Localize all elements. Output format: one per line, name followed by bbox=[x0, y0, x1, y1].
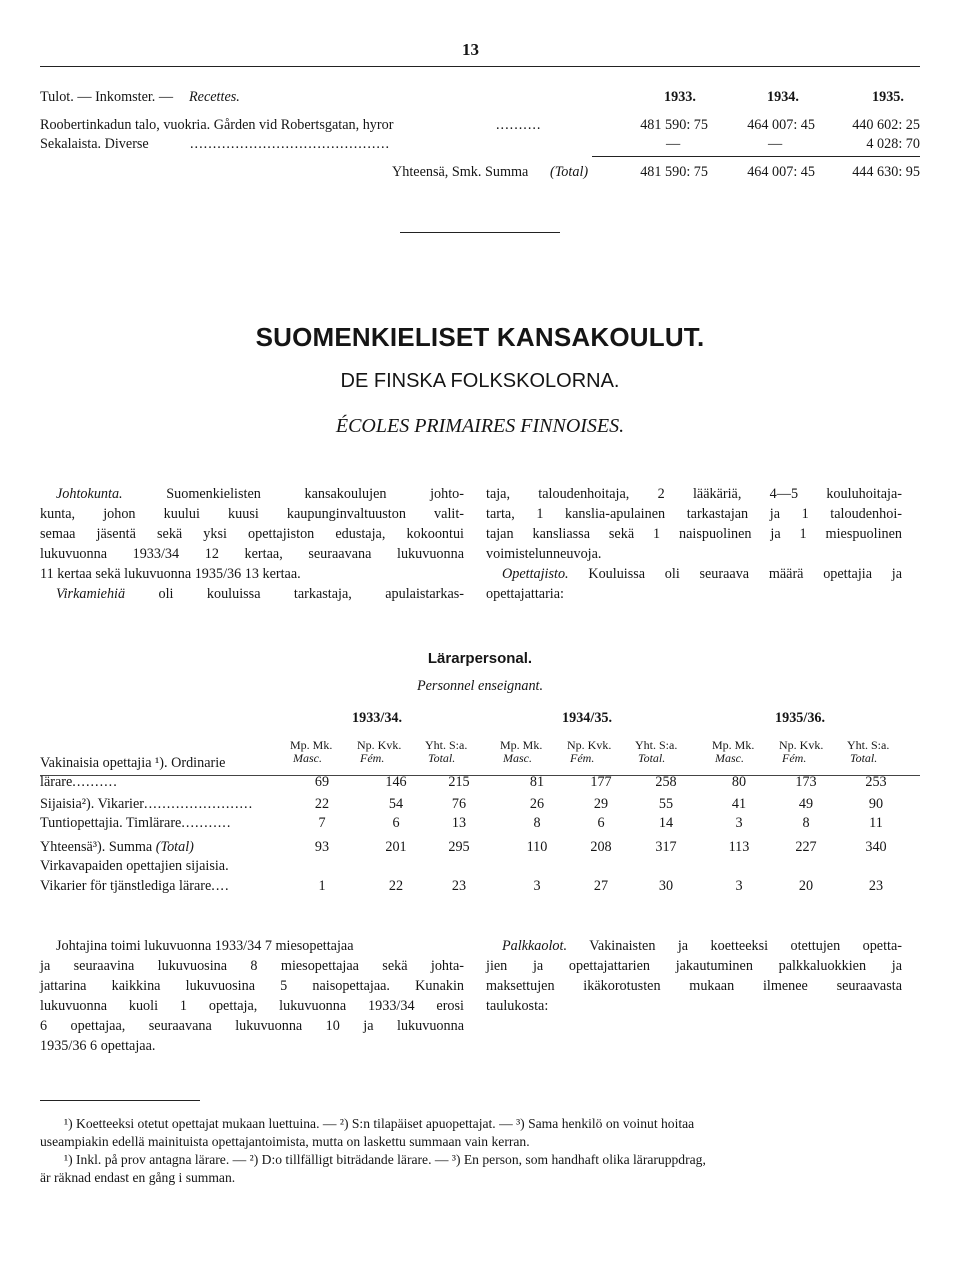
table-cell: 1 bbox=[318, 878, 326, 894]
page-number: 13 bbox=[462, 40, 479, 59]
section-title-swedish: DE FINSKA FOLKSKOLORNA. bbox=[340, 370, 620, 392]
lower-right-column bbox=[486, 936, 902, 1016]
table-cell: 340 bbox=[865, 839, 887, 855]
paragraph-line: tajan kansliassa sekä 1 naispuolinen ja 1 miespuolinen bbox=[486, 526, 902, 542]
income-row bbox=[40, 117, 920, 135]
paragraph-line: maksettujen ikäkorotusten mukaan ilmenee seuraavasta bbox=[486, 978, 902, 994]
paragraph-line: semaa jäsentä sekä yksi opettajiston edustaja, kokoontui bbox=[40, 526, 464, 542]
income-total-1934: 464 007: 45 bbox=[747, 164, 815, 180]
row-label-virkavapaiden: Virkavapaiden opettajien sijaisia. bbox=[40, 858, 229, 874]
table-cell: 295 bbox=[448, 839, 470, 855]
paragraph-line: voimistelunneuvoja. bbox=[486, 546, 602, 562]
paragraph-line: 6 opettajaa, seuraavana lukuvuonna 10 ja lukuvuonna bbox=[40, 1018, 464, 1034]
row-label-text: Sijaisia²). Vikarier bbox=[40, 796, 145, 812]
body-right-column bbox=[486, 484, 902, 604]
row-label-text: Tuntiopettajia. Timlärare bbox=[40, 815, 182, 831]
column-header: Np. Kvk. bbox=[567, 738, 612, 752]
table-cell: 13 bbox=[451, 815, 467, 831]
text-line: Kouluissa oli seuraava määrä opettajia ja bbox=[588, 566, 902, 582]
column-header-french: Total. bbox=[428, 751, 456, 765]
column-header: Yht. S:a. bbox=[635, 738, 678, 752]
table-cell: 173 bbox=[795, 774, 817, 790]
table-cell: 177 bbox=[590, 774, 612, 790]
paragraph-line bbox=[40, 584, 464, 604]
table-cell: 317 bbox=[655, 839, 677, 855]
table-cell: 6 bbox=[392, 815, 400, 831]
paragraph-line: ja seuraavina lukuvuosina 8 miesopettajaa sekä johta- bbox=[40, 958, 464, 974]
footnote-line: useampiakin edellä mainituista opettajantoimista, mutta on laskettu summaan vain kerran. bbox=[40, 1134, 530, 1149]
table-cell: 23 bbox=[451, 878, 467, 894]
income-total-1933: 481 590: 75 bbox=[640, 164, 708, 180]
table-cell: 55 bbox=[658, 796, 674, 812]
table-cell: 201 bbox=[385, 839, 407, 855]
table-title: Lärarpersonal. bbox=[427, 650, 533, 667]
table-subtitle: Personnel enseignant. bbox=[416, 678, 544, 694]
income-row bbox=[40, 136, 920, 154]
column-header-french: Total. bbox=[850, 751, 878, 765]
row-label-timlarare bbox=[40, 815, 231, 832]
table-cell: 146 bbox=[385, 774, 407, 790]
paragraph-line: tarta, 1 kanslia-apulainen tarkastajan ja 1 taloudenhoi- bbox=[486, 506, 902, 522]
row-label-text: lärare bbox=[40, 774, 73, 790]
text-line: Suomenkielisten kansakoulujen johto- bbox=[166, 486, 465, 502]
paragraph-line: 1935/36 6 opettajaa. bbox=[40, 1038, 156, 1054]
paragraph-line: 11 kertaa sekä lukuvuonna 1935/36 13 kertaa. bbox=[40, 566, 301, 582]
paragraph-line bbox=[486, 936, 902, 956]
paragraph-line: taulukosta: bbox=[486, 998, 549, 1014]
footnote-line: ¹) Koetteeksi otetut opettajat mukaan luettuina. — ²) S:n tilapäiset apuopettajat. — ³) Sama henkilö on voinut hoitaa bbox=[64, 1116, 695, 1131]
table-cell: 113 bbox=[728, 839, 750, 855]
top-rule bbox=[40, 66, 920, 67]
lower-left-column bbox=[40, 936, 464, 1056]
table-cell: 49 bbox=[798, 796, 814, 812]
paragraph-line: Johtajina toimi lukuvuonna 1933/34 7 miesopettajaa bbox=[56, 938, 354, 954]
income-header bbox=[40, 89, 920, 107]
table-cell: 258 bbox=[655, 774, 677, 790]
paragraph-line: taja, taloudenhoitaja, 2 lääkäriä, 4—5 kouluhoitaja- bbox=[486, 486, 902, 502]
row-label-larare bbox=[40, 774, 118, 791]
column-header-french: Masc. bbox=[503, 751, 532, 765]
section-title-finnish: SUOMENKIELISET KANSAKOULUT. bbox=[255, 322, 705, 352]
row-label-dots: .... bbox=[211, 878, 230, 894]
table-cell: 8 bbox=[533, 815, 541, 831]
lead-johtokunta: Johtokunta. bbox=[56, 486, 123, 502]
income-value-1933: 481 590: 75 bbox=[640, 117, 708, 133]
table-cell: 7 bbox=[318, 815, 326, 831]
paragraph-line: jien ja opettajattarien jakautuminen palkkaluokkien ja bbox=[486, 958, 902, 974]
row-label-italic: (Total) bbox=[155, 839, 194, 855]
column-header-french: Masc. bbox=[715, 751, 744, 765]
row-label-text: Vikarier för tjänstlediga lärare bbox=[40, 878, 212, 894]
table-cell: 69 bbox=[314, 774, 330, 790]
row-label-dots: ........................ bbox=[144, 796, 254, 812]
table-cell: 20 bbox=[798, 878, 814, 894]
column-header: Yht. S:a. bbox=[847, 738, 890, 752]
table-cell: 22 bbox=[314, 796, 330, 812]
table-year-1933-34: 1933/34. bbox=[352, 710, 403, 726]
income-row-label: Sekalaista. Diverse bbox=[40, 136, 149, 152]
table-cell: 93 bbox=[314, 839, 330, 855]
income-value-1933: — bbox=[666, 136, 681, 152]
paragraph-line: jattarina kaikkina lukuvuosina 5 naisopettajaa. Kunakin bbox=[40, 978, 464, 994]
year-1935: 1935. bbox=[872, 89, 904, 105]
row-label-dots: .......... bbox=[72, 774, 118, 790]
income-row-dots: ............................................ bbox=[190, 136, 391, 152]
column-header: Mp. Mk. bbox=[290, 738, 333, 752]
column-header: Np. Kvk. bbox=[779, 738, 824, 752]
income-row-label: Roobertinkadun talo, vuokria. Gården vid Robertsgatan, hyror bbox=[40, 117, 394, 133]
paragraph-line: opettajattaria: bbox=[486, 586, 564, 602]
table-year-1934-35: 1934/35. bbox=[562, 710, 613, 726]
paragraph-line bbox=[486, 564, 902, 584]
row-label-ordinarie: Vakinaisia opettajia ¹). Ordinarie bbox=[40, 755, 226, 771]
table-cell: 22 bbox=[388, 878, 404, 894]
table-cell: 30 bbox=[658, 878, 674, 894]
column-header: Yht. S:a. bbox=[425, 738, 468, 752]
table-cell: 3 bbox=[533, 878, 541, 894]
table-cell: 81 bbox=[529, 774, 545, 790]
column-header: Np. Kvk. bbox=[357, 738, 402, 752]
table-cell: 29 bbox=[593, 796, 609, 812]
table-cell: 208 bbox=[590, 839, 612, 855]
income-value-1934: — bbox=[768, 136, 783, 152]
table-cell: 6 bbox=[597, 815, 605, 831]
row-label-vikarier bbox=[40, 796, 253, 813]
table-cell: 110 bbox=[526, 839, 548, 855]
section-title-french: ÉCOLES PRIMAIRES FINNOISES. bbox=[335, 415, 625, 437]
table-cell: 90 bbox=[868, 796, 884, 812]
lead-virkamiehia: Virkamiehiä bbox=[56, 586, 126, 602]
table-cell: 8 bbox=[802, 815, 810, 831]
income-row-dots: .......... bbox=[496, 117, 542, 133]
table-year-1935-36: 1935/36. bbox=[775, 710, 826, 726]
table-cell: 14 bbox=[658, 815, 674, 831]
year-1933: 1933. bbox=[664, 89, 696, 105]
footnote-rule bbox=[40, 1100, 200, 1101]
footnote-line: är räknad endast en gång i summan. bbox=[40, 1170, 236, 1185]
income-total-row bbox=[40, 164, 920, 182]
lead-palkkaolot: Palkkaolot. bbox=[502, 938, 568, 954]
row-label-dots: ........... bbox=[181, 815, 232, 831]
paragraph-line: kunta, johon kuului kuusi kaupunginvaltuuston valit- bbox=[40, 506, 464, 522]
column-header-french: Fém. bbox=[570, 751, 595, 765]
table-cell: 3 bbox=[735, 878, 743, 894]
column-header-french: Masc. bbox=[293, 751, 322, 765]
table-cell: 27 bbox=[593, 878, 609, 894]
sum-rule bbox=[592, 156, 920, 157]
body-left-column bbox=[40, 484, 464, 604]
income-heading: Tulot. — Inkomster. — bbox=[40, 89, 174, 105]
row-label-summa bbox=[40, 839, 194, 856]
table-cell: 227 bbox=[795, 839, 817, 855]
income-total-1935: 444 630: 95 bbox=[852, 164, 920, 180]
paragraph-line bbox=[40, 484, 464, 504]
row-label-text: Yhteensä³). Summa bbox=[40, 839, 153, 855]
text-line: oli kouluissa tarkastaja, apulaistarkas- bbox=[158, 586, 465, 602]
row-label-tjanstlediga bbox=[40, 878, 229, 895]
text-line: Vakinaisten ja koetteeksi otettujen opetta- bbox=[589, 938, 902, 954]
paragraph-line: lukuvuonna 1933/34 12 kertaa, seuraavana lukuvuonna bbox=[40, 546, 464, 562]
table-cell: 41 bbox=[731, 796, 747, 812]
income-value-1934: 464 007: 45 bbox=[747, 117, 815, 133]
income-total-label: Yhteensä, Smk. Summa bbox=[392, 164, 529, 180]
income-heading-italic: Recettes. bbox=[189, 89, 240, 105]
income-value-1935: 4 028: 70 bbox=[866, 136, 920, 152]
income-total-italic: (Total) bbox=[550, 164, 589, 180]
footnote-line: ¹) Inkl. på prov antagna lärare. — ²) D:o tillfälligt biträdande lärare. — ³) En person, som handhaft olika läraruppdrag, bbox=[64, 1152, 706, 1167]
table-cell: 26 bbox=[529, 796, 545, 812]
column-header-french: Fém. bbox=[782, 751, 807, 765]
column-header-french: Fém. bbox=[360, 751, 385, 765]
paragraph-line: lukuvuonna kuoli 1 opettaja, lukuvuonna 1933/34 erosi bbox=[40, 998, 464, 1014]
table-cell: 215 bbox=[448, 774, 470, 790]
column-header: Mp. Mk. bbox=[712, 738, 755, 752]
income-value-1935: 440 602: 25 bbox=[852, 117, 920, 133]
table-cell: 80 bbox=[731, 774, 747, 790]
lead-opettajisto: Opettajisto. bbox=[502, 566, 569, 582]
section-divider bbox=[400, 232, 560, 233]
table-cell: 23 bbox=[868, 878, 884, 894]
table-cell: 54 bbox=[388, 796, 404, 812]
column-header-french: Total. bbox=[638, 751, 666, 765]
table-cell: 76 bbox=[451, 796, 467, 812]
table-cell: 11 bbox=[869, 815, 883, 831]
column-header: Mp. Mk. bbox=[500, 738, 543, 752]
table-cell: 3 bbox=[735, 815, 743, 831]
year-1934: 1934. bbox=[767, 89, 799, 105]
table-cell: 253 bbox=[865, 774, 887, 790]
